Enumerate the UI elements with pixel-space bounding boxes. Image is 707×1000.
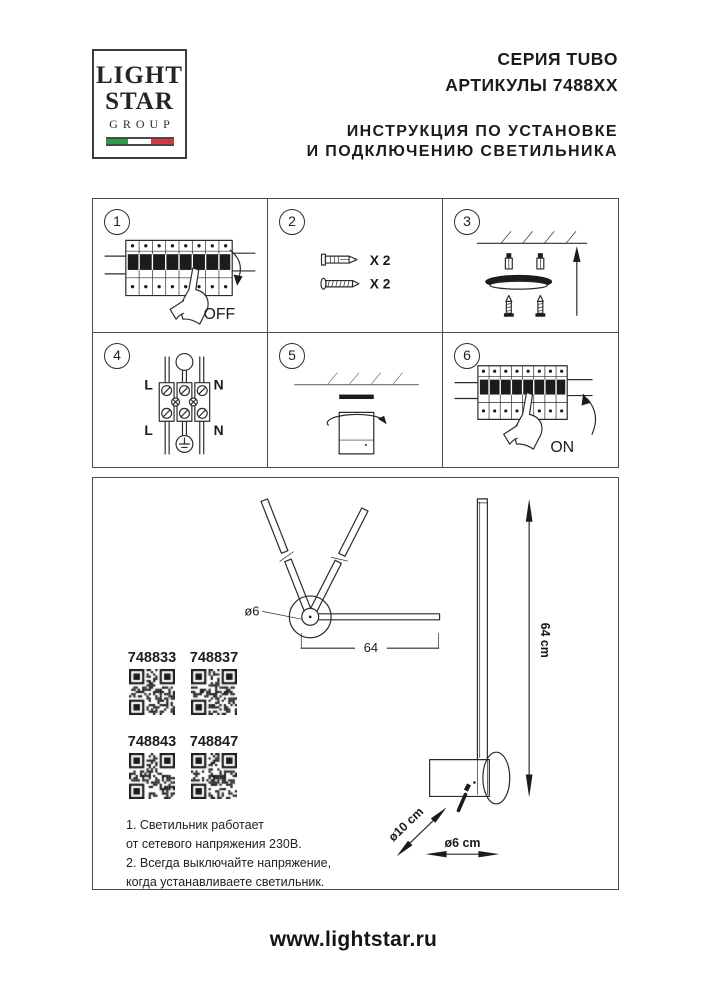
lightstar-logo	[92, 49, 187, 159]
pivot-diameter-label: ø6	[244, 603, 260, 619]
article-code: 748847	[189, 734, 239, 750]
article-code: 748833	[127, 650, 177, 666]
ceiling-line	[477, 232, 586, 244]
ground-terminal-circle	[176, 436, 193, 453]
step-number-badge: 3	[454, 209, 480, 235]
article-range: АРТИКУЛЫ 7488XX	[445, 75, 618, 95]
screw-up-icon	[504, 296, 545, 317]
arm-length-label: 64	[363, 640, 379, 656]
tube-diameter-dimension	[426, 836, 500, 857]
line-label-bottom: L	[144, 422, 153, 439]
neutral-label-top: N	[213, 376, 224, 393]
safety-notes	[126, 816, 336, 892]
website-url: www.lightstar.ru	[269, 928, 438, 951]
qr-code	[129, 753, 175, 799]
terminal-block	[159, 383, 209, 422]
step-6-power-on	[443, 333, 618, 467]
on-label: ON	[550, 439, 575, 457]
instruction-title-line1: ИНСТРУКЦИЯ ПО УСТАНОВКЕ	[346, 123, 618, 140]
up-arrow-icon	[582, 394, 596, 435]
article-code: 748837	[189, 650, 239, 666]
series-name: СЕРИЯ TUBO	[497, 49, 618, 69]
product-dimensions-panel	[92, 477, 619, 890]
mounting-plate-icon	[485, 275, 552, 289]
note-line: 1. Светильник работает	[126, 818, 264, 832]
screw-qty-label: X 2	[369, 276, 391, 292]
logo-word-light: LIGHT	[96, 62, 183, 89]
article-748837	[183, 650, 245, 715]
side-view	[386, 499, 552, 857]
instruction-title	[307, 122, 618, 162]
tube-diameter-label: ø6 cm	[444, 836, 481, 851]
tube-position-left	[257, 497, 315, 612]
instruction-title-line2: И ПОДКЛЮЧЕНИЮ СВЕТИЛЬНИКА	[306, 143, 618, 160]
wall-mount-cylinder	[430, 752, 510, 804]
arm-length-dimension	[301, 633, 438, 655]
step-2-hardware	[268, 199, 443, 333]
header	[307, 46, 618, 162]
height-dimension	[526, 499, 552, 798]
front-view	[244, 497, 439, 655]
qr-code	[191, 669, 237, 715]
logo-word-star: STAR	[105, 88, 174, 115]
step-number-badge: 4	[104, 343, 130, 369]
article-list	[121, 650, 245, 799]
article-748833	[121, 650, 183, 715]
step-4-wiring	[93, 333, 268, 467]
article-748843	[121, 734, 183, 799]
flag-white	[128, 139, 151, 144]
tube-horizontal	[317, 614, 439, 620]
italian-flag-stripe	[106, 137, 174, 146]
installation-steps-grid	[92, 198, 619, 468]
up-arrow-icon	[573, 246, 580, 315]
step-number-badge: 6	[454, 343, 480, 369]
step-1-power-off	[93, 199, 268, 333]
flag-red	[151, 139, 174, 144]
lamp-terminal-circle	[176, 354, 193, 371]
mounting-bar	[339, 395, 374, 399]
line-label-top: L	[144, 376, 153, 393]
flag-green	[106, 139, 129, 144]
neutral-label-bottom: N	[213, 422, 224, 439]
lamp-body	[339, 412, 374, 454]
step-number-badge: 1	[104, 209, 130, 235]
step-5-attach-body	[268, 333, 443, 467]
logo-word-group: GROUP	[109, 117, 175, 131]
note-line: когда устанавливаете светильник.	[126, 875, 325, 889]
wall-plug-up-icon	[505, 253, 543, 269]
off-label: OFF	[203, 306, 236, 324]
step-3-mount-plate	[443, 199, 618, 333]
vertical-tube	[477, 499, 487, 760]
screw-icon	[321, 278, 359, 289]
note-line: от сетевого напряжения 230В.	[126, 837, 302, 851]
height-label: 64 cm	[538, 622, 553, 658]
ceiling-line	[295, 373, 419, 385]
article-748847	[183, 734, 245, 799]
step-number-badge: 5	[279, 343, 305, 369]
article-code: 748843	[127, 734, 177, 750]
base-diameter-label: ø10 cm	[385, 804, 427, 845]
step-number-badge: 2	[279, 209, 305, 235]
plug-qty-label: X 2	[369, 253, 391, 269]
qr-code	[129, 669, 175, 715]
wall-plug-icon	[322, 254, 357, 265]
base-diameter-dimension	[386, 805, 447, 857]
qr-code	[191, 753, 237, 799]
note-line: 2. Всегда выключайте напряжение,	[126, 856, 332, 870]
